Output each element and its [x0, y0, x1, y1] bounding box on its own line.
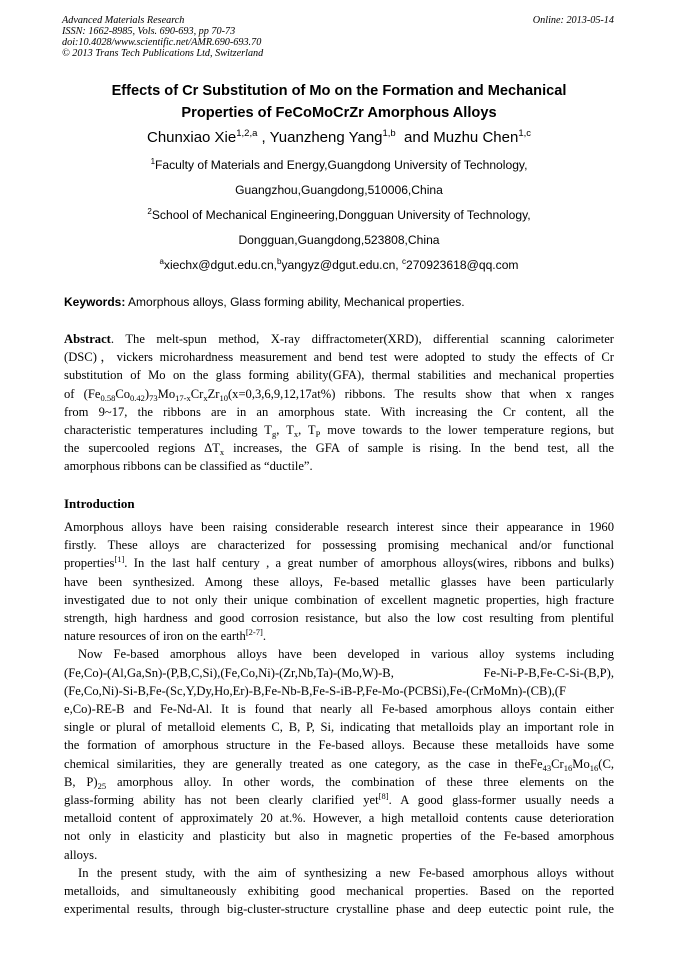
text-run: Co [115, 386, 131, 401]
text-run: increases, the GFA of sample is rising. In the bend test, all the [224, 441, 614, 456]
abstract-line [64, 330, 614, 348]
text-run: , T [298, 423, 316, 438]
text-run: glass-forming ability has not been clearly clarified yet [64, 793, 379, 808]
text-run: B, P) [64, 774, 98, 789]
subscript: x [203, 392, 208, 403]
paragraph-line: firstly. These alloys are characterized for possessing promising mechanical and/or functional [64, 538, 614, 553]
email-link[interactable]: xiechx@dgut.edu.cn, [163, 258, 278, 272]
author-separator: and [395, 129, 434, 146]
introduction-body [64, 518, 614, 918]
author-name: Yuanzheng Yang [269, 129, 383, 146]
paragraph-line [64, 554, 614, 572]
paragraph-line: metalloids, and simultaneously exhibiting good mechanical properties. Based on the reported [64, 884, 614, 899]
author-affil-marker: 1,2,a [236, 128, 258, 139]
affiliation-text: School of Mechanical Engineering,Dongguan University of Technology, [151, 208, 531, 222]
journal-name: Advanced Materials Research [62, 15, 185, 26]
paragraph-line [64, 791, 614, 809]
subscript: 16 [563, 762, 573, 773]
email-link[interactable]: 270923618@qq.com [406, 258, 519, 272]
text-run: Cr [551, 756, 564, 771]
paragraph-line: have been synthesized. Among these alloys, Fe-based metallic glasses have been particularly [64, 574, 614, 589]
title-line-1: Effects of Cr Substitution of Mo on the Formation and Mechanical [111, 83, 567, 99]
affiliation-text: Faculty of Materials and Energy,Guangdong University of Technology, [155, 158, 528, 172]
text-run: . In the last half century , a great number of amorphous alloys(wires, ribbons and bulks) [124, 556, 614, 571]
subscript: 73 [149, 392, 158, 403]
paragraph-line: Now Fe-based amorphous alloys have been developed in various alloy systems including [78, 647, 614, 662]
text-run: . A good glass-former usually needs a [388, 793, 614, 808]
keywords-label: Keywords: [64, 295, 126, 309]
doi-line: doi:10.4028/www.scientific.net/AMR.690-693.70 [62, 37, 262, 48]
keywords-text: Amorphous alloys, Glass forming ability, Mechanical properties. [125, 295, 465, 309]
abstract-line: amorphous ribbons can be classified as “ductile”. [64, 459, 313, 474]
author-name: Chunxiao Xie [147, 129, 237, 146]
email-link[interactable]: yangyz@dgut.edu.cn, [281, 258, 403, 272]
affiliation-1-address: Guangzhou,Guangdong,510006,China [235, 183, 443, 197]
affil-marker: 2 [147, 207, 152, 216]
text-run: . The melt-spun method, X-ray diffractometer(XRD), differential scanning calorimeter [110, 332, 614, 346]
author-name: Muzhu Chen [433, 129, 519, 146]
paragraph-line: strength, high hardness and good corrosion resistance, but also the low cost resulting from plentiful [64, 611, 614, 626]
paragraph-line: (Fe,Co,Ni)-Si-B,Fe-(Sc,Y,Dy,Ho,Er)-B,Fe-Nb-B,Fe-S-iB-P,Fe-Mo-(PCBSi),Fe-(CrMoMn)-(CB),(F [64, 683, 566, 698]
abstract-line: from 9~17, the ribbons are in an amorphous state. With increasing the Cr content, all the [64, 404, 614, 419]
subscript: 10 [219, 392, 228, 403]
copyright-line: © 2013 Trans Tech Publications Ltd, Switzerland [62, 48, 264, 59]
email-marker: b [277, 257, 282, 266]
paragraph-line: experimental results, through big-cluster-structure crystalline phase and deep eutectic point rule, the [64, 902, 614, 917]
author-affil-marker: 1,b [382, 128, 396, 139]
text-run: Mo [157, 386, 176, 401]
title-line-2: Properties of FeCoMoCrZr Amorphous Alloys [181, 105, 497, 121]
author-affil-marker: 1,c [518, 128, 531, 139]
text-run: Zr [207, 386, 220, 401]
citation-ref: [1] [114, 554, 125, 565]
paper-title [30, 80, 648, 124]
section-heading-introduction: Introduction [64, 496, 135, 511]
paragraph-line: investigated due to not only their unique combination of excellent magnetic properties, high fracture [64, 592, 614, 607]
author-separator: , [257, 129, 270, 146]
paragraph-line: alloys. [64, 847, 98, 862]
text-run: Mo [572, 756, 590, 771]
publication-info [62, 15, 263, 59]
paragraph-line: In the present study, with the aim of synthesizing a new Fe-based amorphous alloys without [78, 865, 614, 880]
author-list [30, 128, 648, 148]
text-run: Cr [190, 386, 204, 401]
text-run: properties [64, 556, 115, 571]
subscript: g [272, 429, 277, 440]
affiliation-2-address: Dongguan,Guangdong,523808,China [238, 233, 440, 247]
abstract [64, 330, 614, 476]
subscript: 25 [97, 780, 107, 791]
subscript: x [219, 447, 225, 458]
subscript: P [315, 429, 321, 440]
paragraph-line: e,Co)-RE-B and Fe-Nd-Al. It is found that nearly all Fe-based amorphous alloys contain either [64, 702, 614, 717]
subscript: x [293, 429, 299, 440]
abstract-line [64, 385, 614, 403]
issn-line: ISSN: 1662-8985, Vols. 690-693, pp 70-73 [62, 26, 236, 37]
text-run: (C, [598, 756, 614, 771]
affil-marker: 1 [150, 157, 156, 166]
text-run: . [262, 629, 266, 644]
abstract-line [64, 439, 614, 457]
paragraph-line [64, 773, 614, 791]
paragraph-line: metalloid content of approximately 20 at.%. However, a high metalloid contents cause deterioration [64, 811, 614, 826]
text-run: amorphous alloy. In other words, the combination of these three elements on the [106, 774, 614, 789]
abstract-line: (DSC)，vickers microhardness measurement and bend test were adopted to study the effects of Cr [64, 350, 614, 365]
abstract-line [64, 421, 614, 439]
paragraph-line: single or plural of metalloid elements C, B, P, Si, indicating that metalloids play an important role in [64, 720, 614, 735]
paragraph-line [64, 755, 614, 773]
online-date: Online: 2013-05-14 [532, 15, 614, 26]
subscript: 16 [589, 762, 599, 773]
text-run: , T [276, 423, 294, 438]
affiliation-1 [30, 157, 648, 173]
text-run: move towards to the lower temperature regions, but [320, 423, 615, 438]
email-marker: a [159, 257, 164, 266]
subscript: 43 [542, 762, 552, 773]
subscript: 17-x [175, 392, 191, 403]
abstract-label: Abstract [64, 332, 111, 346]
text-run: chemical similarities, they are generally treated as one category, as the case in theFe [64, 756, 543, 771]
paragraph-line: (Fe,Co)-(Al,Ga,Sn)-(P,B,C,Si),(Fe,Co,Ni)-(Zr,Nb,Ta)-(Mo,W)-B, Fe-Ni-P-B,Fe-C-Si-(B,P), [64, 665, 614, 680]
text-run: of (Fe [64, 386, 101, 401]
email-line [30, 257, 648, 273]
citation-ref: [2-7] [245, 627, 263, 638]
text-run: ) [144, 386, 150, 401]
text-run: (x=0,3,6,9,12,17at%) ribbons. The results show that when x ranges [227, 386, 614, 401]
keywords [64, 294, 624, 310]
paragraph-line: Amorphous alloys have been raising considerable research interest since their appearance in 1960 [64, 520, 614, 534]
text-run: the supercooled regions ΔT [64, 441, 220, 456]
paragraph-line [64, 627, 614, 645]
subscript: 0.42 [130, 392, 145, 403]
text-run: nature resources of iron on the earth [64, 629, 246, 644]
affiliation-2 [30, 207, 648, 223]
abstract-line: substitution of Mo on the glass forming ability(GFA), thermal stabilities and mechanical properties [64, 368, 614, 383]
subscript: 0.58 [100, 392, 116, 403]
paragraph-line: the formation of amorphous structure in the Fe-based alloys. Because these metalloids have some [64, 738, 614, 753]
email-marker: c [402, 257, 407, 266]
text-run: characteristic temperatures including T [64, 423, 273, 438]
paragraph-line: not only in elasticity and plasticity but also in magnetic properties of the Fe-based amorphous [64, 829, 614, 844]
citation-ref: [8] [378, 791, 389, 802]
